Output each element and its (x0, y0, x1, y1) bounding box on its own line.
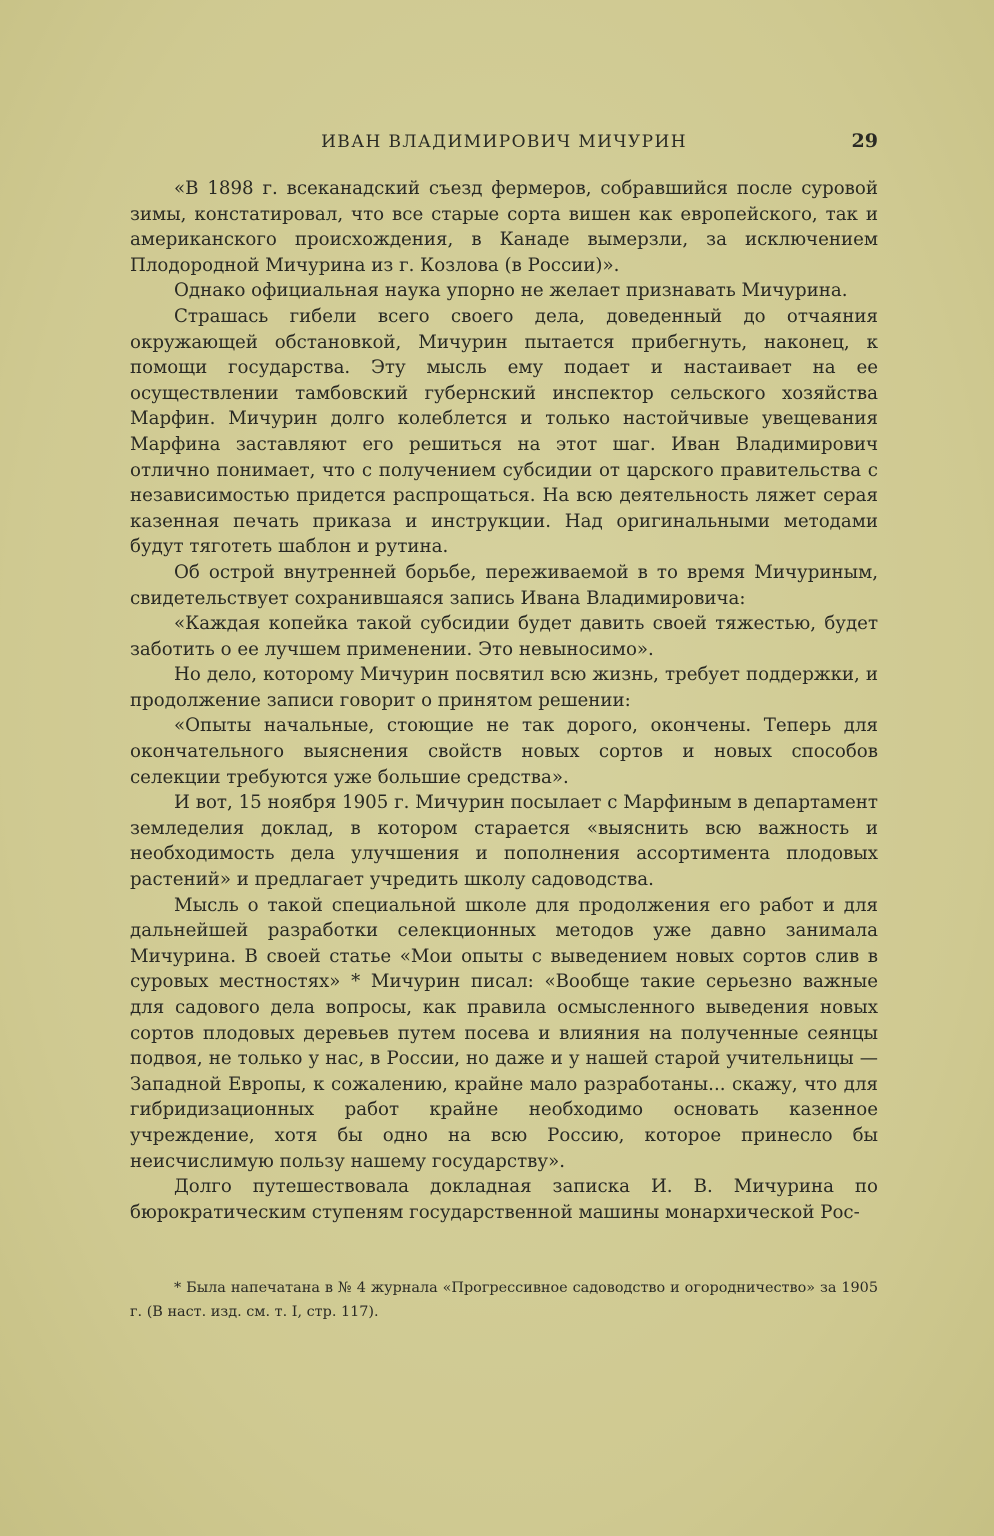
paragraph: «Опыты начальные, стоющие не так дорого, окончены. Теперь для окончательного выяснения свойств новых сортов и новых способов селекции требуются уже большие средства». (130, 715, 878, 788)
paragraph: И вот, 15 ноября 1905 г. Мичурин посылает с Марфиным в департамент земледелия доклад, в котором старается «выяснить всю важность и необходимость дела улучшения и пополнения ассортимента плодовых растений» и предлагает учредить школу садоводства. (130, 792, 878, 891)
page-number: 29 (851, 130, 878, 152)
footnote: * Была напечатана в № 4 журнала «Прогрессивное садоводство и огородничество» за 1905 г. (В наст. изд. см. т. I, стр. 117). (130, 1280, 878, 1320)
paragraph: Долго путешествовала докладная записка И. В. Мичурина по бюрократическим ступеням государственной машины монархической Рос- (130, 1176, 878, 1223)
paragraph: Страшась гибели всего своего дела, доведенный до отчаяния окружающей обстановкой, Мичурин пытается прибегнуть, наконец, к помощи государства. Эту мысль ему подает и настаивает на ее осуществлении тамбовский губернский инспектор сельского хозяйства Марфин. Мичурин долго колеблется и только настойчивые увещевания Марфина заставляют его решиться на этот шаг. Иван Владимирович отлично понимает, что с получением субсидии от царского правительства с независимостью придется распрощаться. На всю деятельность ляжет серая казенная печать приказа и инструкции. Над оригинальными методами будут тяготеть шаблон и рутина. (130, 305, 878, 558)
paragraph: «В 1898 г. всеканадский съезд фермеров, собравшийся после суровой зимы, констатировал, что все старые сорта вишен как европейского, так и американского происхождения, в Канаде вымерзли, за исключением Плодородной Мичурина из г. Козлова (в России)». (130, 178, 878, 276)
paragraph: «Каждая копейка такой субсидии будет давить своей тяжестью, будет заботить о ее лучшем применении. Это невыносимо». (130, 613, 878, 660)
paragraph: Однако официальная наука упорно не желает признавать Мичурина. (174, 280, 848, 302)
paragraph: Об острой внутренней борьбе, переживаемой в то время Мичуриным, свидетельствует сохранившаяся запись Ивана Владимировича: (130, 561, 878, 609)
footnotes (130, 1276, 878, 1324)
page-header (130, 130, 878, 154)
running-title: ИВАН ВЛАДИМИРОВИЧ МИЧУРИН (321, 132, 687, 152)
paragraph: Мысль о такой специальной школе для продолжения его работ и для дальнейшей разработки селекционных методов уже давно занимала Мичурина. В своей статье «Мои опыты с выведением новых сортов слив в суровых местностях» * Мичурин писал: «Вообще такие серьезно важные для садового дела вопросы, как правила осмысленного выведения новых сортов плодовых деревьев путем посева и влияния на полученные сеянцы подвоя, не только у нас, в России, но даже и у нашей старой учительницы — Западной Европы, к сожалению, крайне мало разработаны... скажу, что для гибридизационных работ крайне необходимо основать казенное учреждение, хотя бы одно на всю Россию, которое принесло бы неисчислимую пользу нашему государству». (130, 894, 878, 1172)
body-text (130, 176, 878, 1225)
paragraph: Но дело, которому Мичурин посвятил всю жизнь, требует поддержки, и продолжение записи говорит о принятом решении: (130, 664, 878, 711)
